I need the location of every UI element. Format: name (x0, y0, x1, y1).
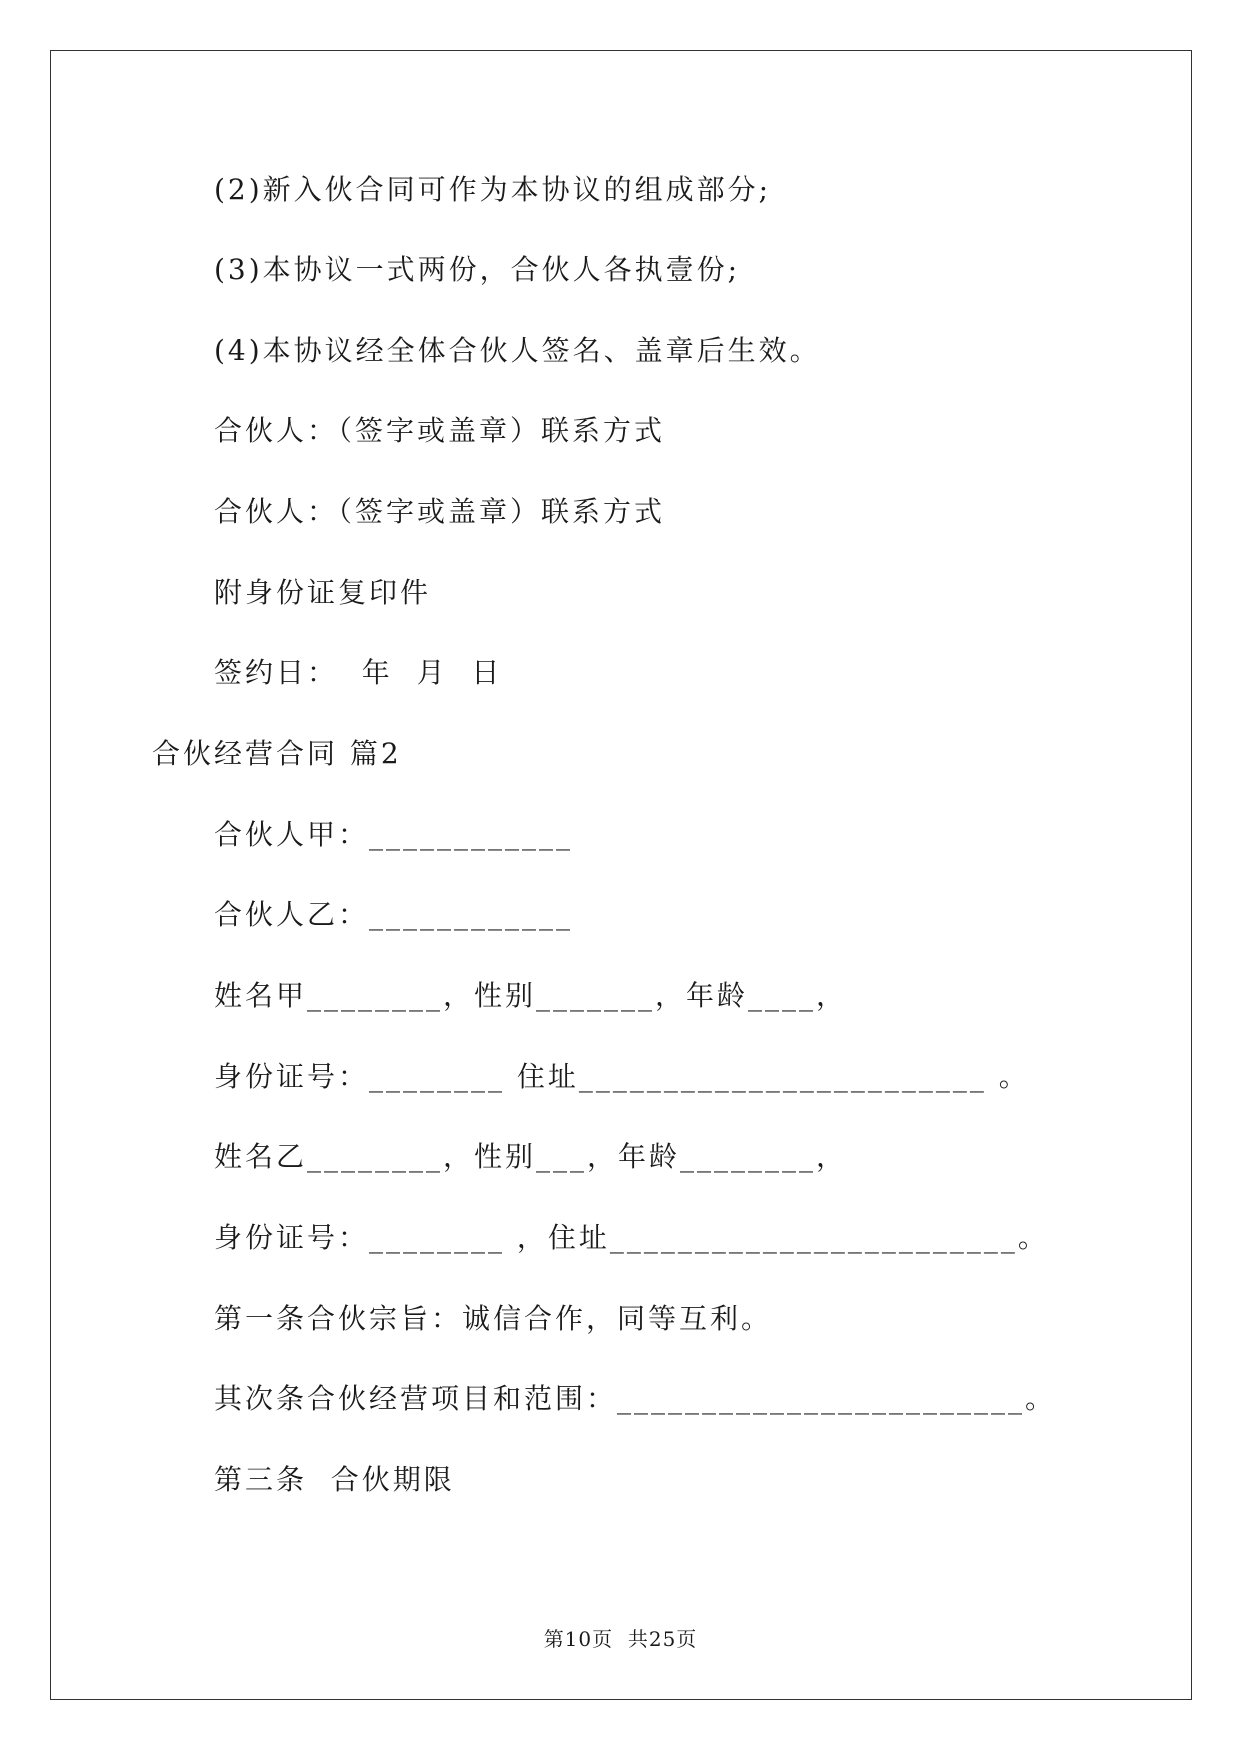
clause-2-line: (2)新入伙合同可作为本协议的组成部分; (214, 173, 772, 206)
id-address-b-line: 身份证号：________ ，住址________________________。 (214, 1221, 1049, 1254)
clause-4-line: (4)本协议经全体合伙人签名、盖章后生效。 (214, 334, 821, 367)
id-address-a-line: 身份证号：________ 住址________________________ 。 (214, 1060, 1030, 1093)
article-3-line: 第三条 合伙期限 (214, 1463, 455, 1496)
article-1-line: 第一条合伙宗旨：诚信合作，同等互利。 (214, 1302, 773, 1335)
section-heading: 合伙经营合同 篇2 (152, 737, 402, 770)
partner-a-line: 合伙人甲：____________ (214, 818, 574, 851)
name-b-line: 姓名乙________，性别___，年龄________， (214, 1140, 848, 1173)
signing-date-line: 签约日： 年 月 日 (214, 656, 503, 689)
name-a-line: 姓名甲________，性别_______，年龄____， (214, 979, 848, 1012)
clause-3-line: (3)本协议一式两份，合伙人各执壹份; (214, 253, 741, 286)
article-2-line: 其次条合伙经营项目和范围：________________________。 (214, 1382, 1057, 1415)
page-number-footer: 第10页 共25页 (543, 1627, 698, 1651)
page-border (50, 50, 1192, 1700)
partner-signature-line-2: 合伙人：（签字或盖章）联系方式 (214, 495, 666, 528)
id-copy-attachment-line: 附身份证复印件 (214, 576, 432, 609)
partner-signature-line-1: 合伙人：（签字或盖章）联系方式 (214, 414, 666, 447)
partner-b-line: 合伙人乙：____________ (214, 898, 574, 931)
